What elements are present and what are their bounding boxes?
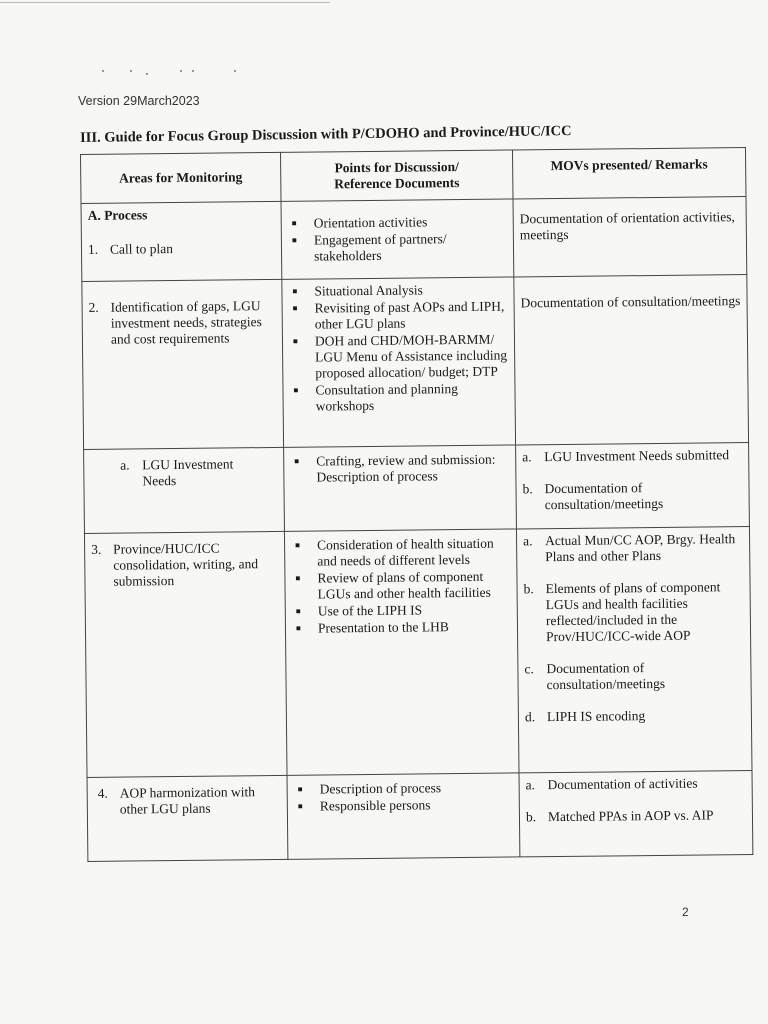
points-cell bbox=[284, 445, 517, 531]
header-movs: MOVs presented/ Remarks bbox=[512, 148, 746, 199]
area-cell bbox=[84, 447, 285, 533]
movs-cell bbox=[516, 527, 752, 773]
bullet-icon: ■ bbox=[292, 286, 298, 296]
table-row bbox=[82, 275, 749, 450]
row-number: 4. bbox=[97, 785, 108, 801]
area-cell bbox=[87, 775, 288, 861]
bullet-icon: ■ bbox=[297, 801, 303, 811]
bullet-icon: ■ bbox=[295, 540, 300, 550]
section-heading: III. Guide for Focus Group Discussion with P/CDOHO and Province/HUC/ICC bbox=[80, 123, 572, 146]
movs-cell bbox=[513, 197, 747, 277]
list-item: ■ DOH and CHD/MOH-BARMM/ LGU Menu of Assistance including proposed allocation/ budget; DTP bbox=[289, 332, 508, 382]
list-item: ■ Consideration of health situation and needs of different levels bbox=[291, 536, 510, 570]
list-item: ■ Consultation and planning workshops bbox=[289, 381, 508, 415]
table-row bbox=[87, 770, 753, 861]
points-cell bbox=[282, 277, 516, 447]
monitoring-table-wrapper bbox=[80, 147, 753, 862]
bullet-icon: ■ bbox=[295, 573, 301, 583]
mov-item: a. Actual Mun/CC AOP, Brgy. Health Plans and other Plans bbox=[522, 531, 736, 565]
scan-edge-line bbox=[0, 2, 330, 3]
mov-item: a. Documentation of activities bbox=[525, 775, 698, 793]
points-cell bbox=[287, 773, 520, 859]
area-text: AOP harmonization with other LGU plans bbox=[119, 784, 256, 817]
scan-specks bbox=[100, 70, 240, 76]
bullet-icon: ■ bbox=[297, 784, 303, 794]
movs-cell bbox=[519, 770, 753, 856]
area-text: LGU Investment Needs bbox=[142, 456, 234, 489]
section-a-label: A. Process bbox=[87, 207, 148, 223]
monitoring-table bbox=[80, 147, 753, 862]
mov-item: b. Elements of plans of component LGUs and health facilities reflected/included in the Prov/HUC/ICC-wide AOP bbox=[523, 579, 721, 645]
list-item: ■ Presentation to the LHB bbox=[292, 619, 511, 637]
area-cell bbox=[84, 531, 287, 777]
movs-cell bbox=[516, 443, 750, 529]
header-areas: Areas for Monitoring bbox=[81, 152, 282, 203]
bullet-icon: ■ bbox=[292, 336, 298, 346]
area-cell bbox=[81, 201, 282, 281]
bullet-icon: ■ bbox=[291, 218, 297, 228]
list-item: ■ Revisiting of past AOPs and LIPH, other LGU plans bbox=[289, 299, 508, 333]
table-header-row bbox=[81, 148, 746, 204]
list-item: ■ Situational Analysis bbox=[288, 282, 507, 300]
list-item: ■ Use of the LIPH IS bbox=[292, 602, 511, 620]
list-item: ■ Responsible persons bbox=[294, 797, 513, 815]
header-points-line2: Reference Documents bbox=[334, 175, 460, 192]
list-item: ■ Description of process bbox=[294, 780, 513, 798]
list-item: ■ Crafting, review and submission: Description of process bbox=[290, 452, 509, 486]
mov-text: Documentation of consultation/meetings bbox=[520, 293, 741, 311]
bullet-icon: ■ bbox=[291, 235, 297, 245]
table-row bbox=[84, 443, 750, 534]
points-cell bbox=[284, 529, 519, 775]
header-points bbox=[280, 150, 513, 201]
row-number: 2. bbox=[88, 299, 99, 315]
area-text: Call to plan bbox=[109, 241, 174, 257]
bullet-icon: ■ bbox=[292, 303, 298, 313]
row-number: 1. bbox=[87, 241, 99, 257]
row-letter: a. bbox=[120, 457, 130, 473]
mov-item: b. Documentation of consultation/meetings bbox=[522, 480, 664, 513]
mov-item: a. LGU Investment Needs submitted bbox=[522, 447, 730, 465]
points-cell bbox=[281, 199, 514, 279]
bullet-icon: ■ bbox=[294, 456, 300, 466]
area-cell bbox=[82, 279, 284, 449]
version-label: Version 29March2023 bbox=[78, 94, 200, 108]
table-row bbox=[81, 197, 747, 282]
table-row bbox=[84, 527, 752, 778]
movs-cell bbox=[514, 275, 749, 445]
area-text: Identification of gaps, LGU investment needs, strategies and cost requirements bbox=[110, 298, 262, 347]
mov-item: b. Matched PPAs in AOP vs. AIP bbox=[525, 807, 714, 825]
row-number: 3. bbox=[91, 541, 102, 557]
mov-item: c. Documentation of consultation/meetings bbox=[524, 660, 666, 693]
list-item: ■ Review of plans of component LGUs and other health facilities bbox=[291, 569, 510, 603]
area-text: Province/HUC/ICC consolidation, writing, and submission bbox=[113, 540, 259, 589]
list-item: ■ Orientation activities bbox=[288, 214, 507, 232]
page-number: 2 bbox=[682, 905, 689, 919]
header-points-line1: Points for Discussion/ bbox=[334, 159, 459, 176]
bullet-icon: ■ bbox=[293, 385, 299, 395]
bullet-icon: ■ bbox=[295, 623, 301, 633]
bullet-icon: ■ bbox=[295, 606, 301, 616]
mov-text: Documentation of orientation activities, meetings bbox=[519, 209, 735, 243]
mov-item: d. LIPH IS encoding bbox=[524, 708, 646, 725]
list-item: ■ Engagement of partners/ stakeholders bbox=[288, 231, 507, 265]
